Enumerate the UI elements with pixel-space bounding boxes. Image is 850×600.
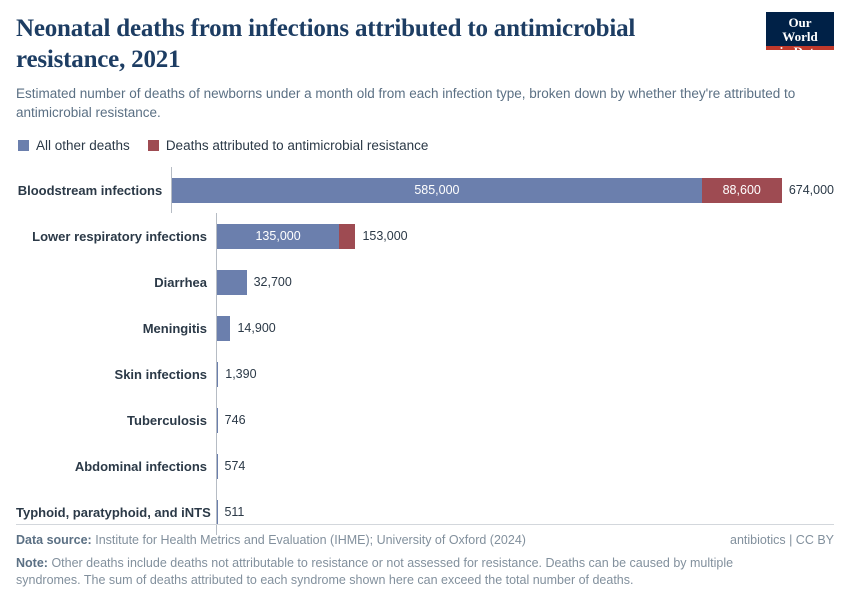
bar-segment-other-deaths[interactable] — [217, 408, 218, 433]
row-total-label: 574 — [224, 459, 246, 474]
bar-chart — [16, 167, 834, 535]
bar-value-label: 88,600 — [722, 183, 761, 198]
legend-item-other-deaths[interactable] — [18, 138, 130, 153]
row-total-label: 511 — [224, 505, 245, 520]
page-title: Neonatal deaths from infections attributed to antimicrobial resistance, 2021 — [16, 15, 636, 73]
row-label: Bloodstream infections — [17, 182, 163, 198]
bar-value-label: 135,000 — [255, 229, 301, 244]
data-source-text: Institute for Health Metrics and Evaluation (IHME); University of Oxford (2024) — [95, 532, 526, 547]
row-label: Skin infections — [114, 366, 207, 382]
row-total-label: 1,390 — [225, 367, 257, 382]
chart-row — [16, 213, 834, 259]
chart-note-label: Note: — [16, 555, 48, 570]
row-total-label: 32,700 — [253, 275, 292, 290]
bar-segment-other-deaths[interactable] — [217, 362, 218, 387]
row-label: Meningitis — [142, 320, 207, 336]
chart-footer — [16, 524, 834, 591]
row-label: Abdominal infections — [74, 458, 207, 474]
bar-segment-amr-deaths[interactable] — [702, 178, 782, 203]
row-bars — [216, 351, 834, 397]
row-total-label: 746 — [224, 413, 246, 428]
owid-logo[interactable] — [766, 12, 834, 59]
chart-subtitle: Estimated number of deaths of newborns under a month old from each infection type, broken down by whether they're attributed to antimicrobial resistance. — [16, 86, 796, 120]
legend-swatch-icon — [18, 140, 29, 151]
row-bars — [216, 397, 834, 443]
row-bars — [216, 305, 834, 351]
row-label: Lower respiratory infections — [32, 228, 207, 244]
chart-note-text: Other deaths include deaths not attributable to resistance or not assessed for resistance. Deaths can be caused by multiple syndromes. The sum of deaths attributed to each syndrome shown here can exceed the total number of deaths. — [16, 555, 734, 588]
legend-item-amr-deaths[interactable] — [148, 138, 429, 153]
chart-row — [16, 305, 834, 351]
bar-segment-other-deaths[interactable] — [217, 224, 339, 249]
row-bars — [216, 213, 834, 259]
data-source — [16, 533, 526, 547]
bar-segment-other-deaths[interactable] — [217, 454, 218, 479]
legend-swatch-icon — [148, 140, 159, 151]
legend-label: All other deaths — [36, 138, 130, 154]
legend-label: Deaths attributed to antimicrobial resistance — [165, 138, 429, 154]
bar-value-label: 585,000 — [414, 183, 460, 198]
chart-row — [16, 167, 834, 213]
chart-row — [16, 443, 834, 489]
data-source-label: Data source: — [16, 532, 92, 547]
owid-logo-line2: in Data — [779, 43, 821, 59]
chart-header — [16, 0, 834, 122]
owid-logo-line1: Our World — [782, 15, 818, 45]
row-bars — [171, 167, 834, 213]
chart-note — [16, 555, 761, 591]
license-text[interactable]: antibiotics | CC BY — [730, 532, 834, 547]
bar-segment-other-deaths[interactable] — [217, 316, 230, 341]
row-label: Diarrhea — [154, 274, 207, 290]
row-bars — [216, 259, 834, 305]
bar-segment-other-deaths[interactable] — [217, 270, 247, 295]
row-total-label: 153,000 — [362, 229, 408, 244]
row-total-label: 674,000 — [788, 183, 834, 198]
row-bars — [216, 443, 834, 489]
row-label: Tuberculosis — [127, 412, 207, 428]
chart-row — [16, 259, 834, 305]
row-label: Typhoid, paratyphoid, and iNTS — [16, 504, 211, 520]
chart-legend — [16, 138, 834, 153]
bar-segment-amr-deaths[interactable] — [339, 224, 355, 249]
chart-row — [16, 397, 834, 443]
bar-segment-other-deaths[interactable] — [172, 178, 701, 203]
row-total-label: 14,900 — [237, 321, 276, 336]
footer-divider — [16, 524, 834, 525]
chart-row — [16, 351, 834, 397]
